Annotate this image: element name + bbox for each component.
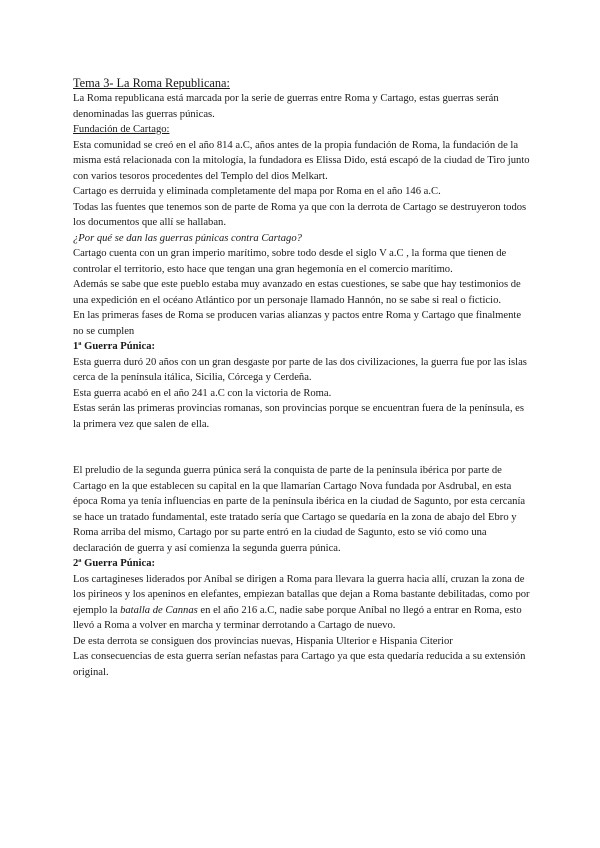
guerra2-paragraph-1 (73, 572, 531, 634)
fundacion-paragraph-1: Esta comunidad se creó en el año 814 a.C, años antes de la propia fundación de Roma, la fundación de la misma está relacionada con la mitología, la fundadora es Elissa Dido, está escapó de la ciudad de Tiro junto con varios tesoros procedentes del Templo del dios Melkart. (73, 139, 530, 182)
question-paragraph-3: En las primeras fases de Roma se producen varias alianzas y pactos entre Roma y Cartago que finalmente no se cumplen (73, 310, 522, 337)
intro-paragraph: La Roma republicana está marcada por la serie de guerras entre Roma y Cartago, estas guerras serán denominadas las guerras púnicas. (73, 93, 499, 120)
document-body (73, 75, 531, 680)
question-heading: ¿Por qué se dan las guerras púnicas contra Cartago? (73, 232, 302, 244)
question-paragraph-1: Cartago cuenta con un gran imperio marítimo, sobre todo desde el siglo V a.C , la forma que tienen de controlar el territorio, esto hace que tengan una gran hegemonía en el comercio marítimo. (73, 248, 507, 275)
guerra1-paragraph-1: Esta guerra duró 20 años con un gran desgaste por parte de las dos civilizaciones, la guerra fue por las islas cerca de la península itálica, Sicilia, Córcega y Cerdeña. (73, 356, 527, 383)
guerra2-paragraph-1-start: Los cartagineses liderados por Aníbal se dirigen a Roma para llevara la guerra hacia allí, cruzan la zona de los pirineos y los apeninos en elefantes, empiezan batallas que dejan a Roma bastante debilitadas, como por ejemplo la (73, 573, 530, 616)
fundacion-heading: Fundación de Cartago: (73, 124, 170, 135)
page-title: Tema 3- La Roma Republicana: (73, 76, 230, 90)
guerra1-heading: 1ª Guerra Púnica: (73, 341, 156, 352)
preludio-paragraph: El preludio de la segunda guerra púnica será la conquista de parte de la península ibérica por parte de Cartago en la que establecen su capital en la que llamarían Cartago Nova fundada por Asdrubal, en esta época Roma ya tenía influencias en parte de la península ibérica en la ciudad de Sagunto, por esta cercanía se hace un tratado fundamental, este tratado sería que Cartago se quedaría en la zona de abajo del Ebro y Roma arriba del mismo, Cartago por su parte entró en la ciudad de Sagunto, esto se vió como una declaración de guerra y así comienza la segunda guerra púnica. (73, 465, 526, 554)
fundacion-paragraph-2: Cartago es derruida y eliminada completamente del mapa por Roma en el año 146 a.C. (73, 186, 441, 197)
batalla-cannas-emphasis: batalla de Cannas (120, 604, 198, 616)
guerra2-paragraph-1-end: en el año 216 a.C, nadie sabe porque Aníbal no llegó a entrar en Roma, esto llevó a Roma a volver en marcha y terminar derrotando a Cartago de nuevo. (73, 604, 522, 631)
guerra2-paragraph-3: Las consecuencias de esta guerra serían nefastas para Cartago ya que esta quedaría reducida a su extensión original. (73, 651, 526, 678)
guerra2-heading: 2ª Guerra Púnica: (73, 558, 156, 569)
question-paragraph-2: Además se sabe que este pueblo estaba muy avanzado en estas cuestiones, se sabe que hay testimonios de una expedición en el océano Atlántico por un personaje llamado Hannón, no se sabe si real o ficticio. (73, 279, 521, 306)
paragraph-gap (73, 432, 531, 463)
guerra2-paragraph-2: De esta derrota se consiguen dos provincias nuevas, Hispania Ulterior e Hispania Citerior (73, 635, 453, 647)
guerra1-paragraph-3: Estas serán las primeras provincias romanas, son provincias porque se encuentran fuera de la península, es la primera vez que salen de ella. (73, 403, 524, 430)
guerra1-paragraph-2: Esta guerra acabó en el año 241 a.C con la victoria de Roma. (73, 387, 332, 399)
fundacion-paragraph-3: Todas las fuentes que tenemos son de parte de Roma ya que con la derrota de Cartago se destruyeron todos los documentos que allí se hallaban. (73, 201, 527, 228)
